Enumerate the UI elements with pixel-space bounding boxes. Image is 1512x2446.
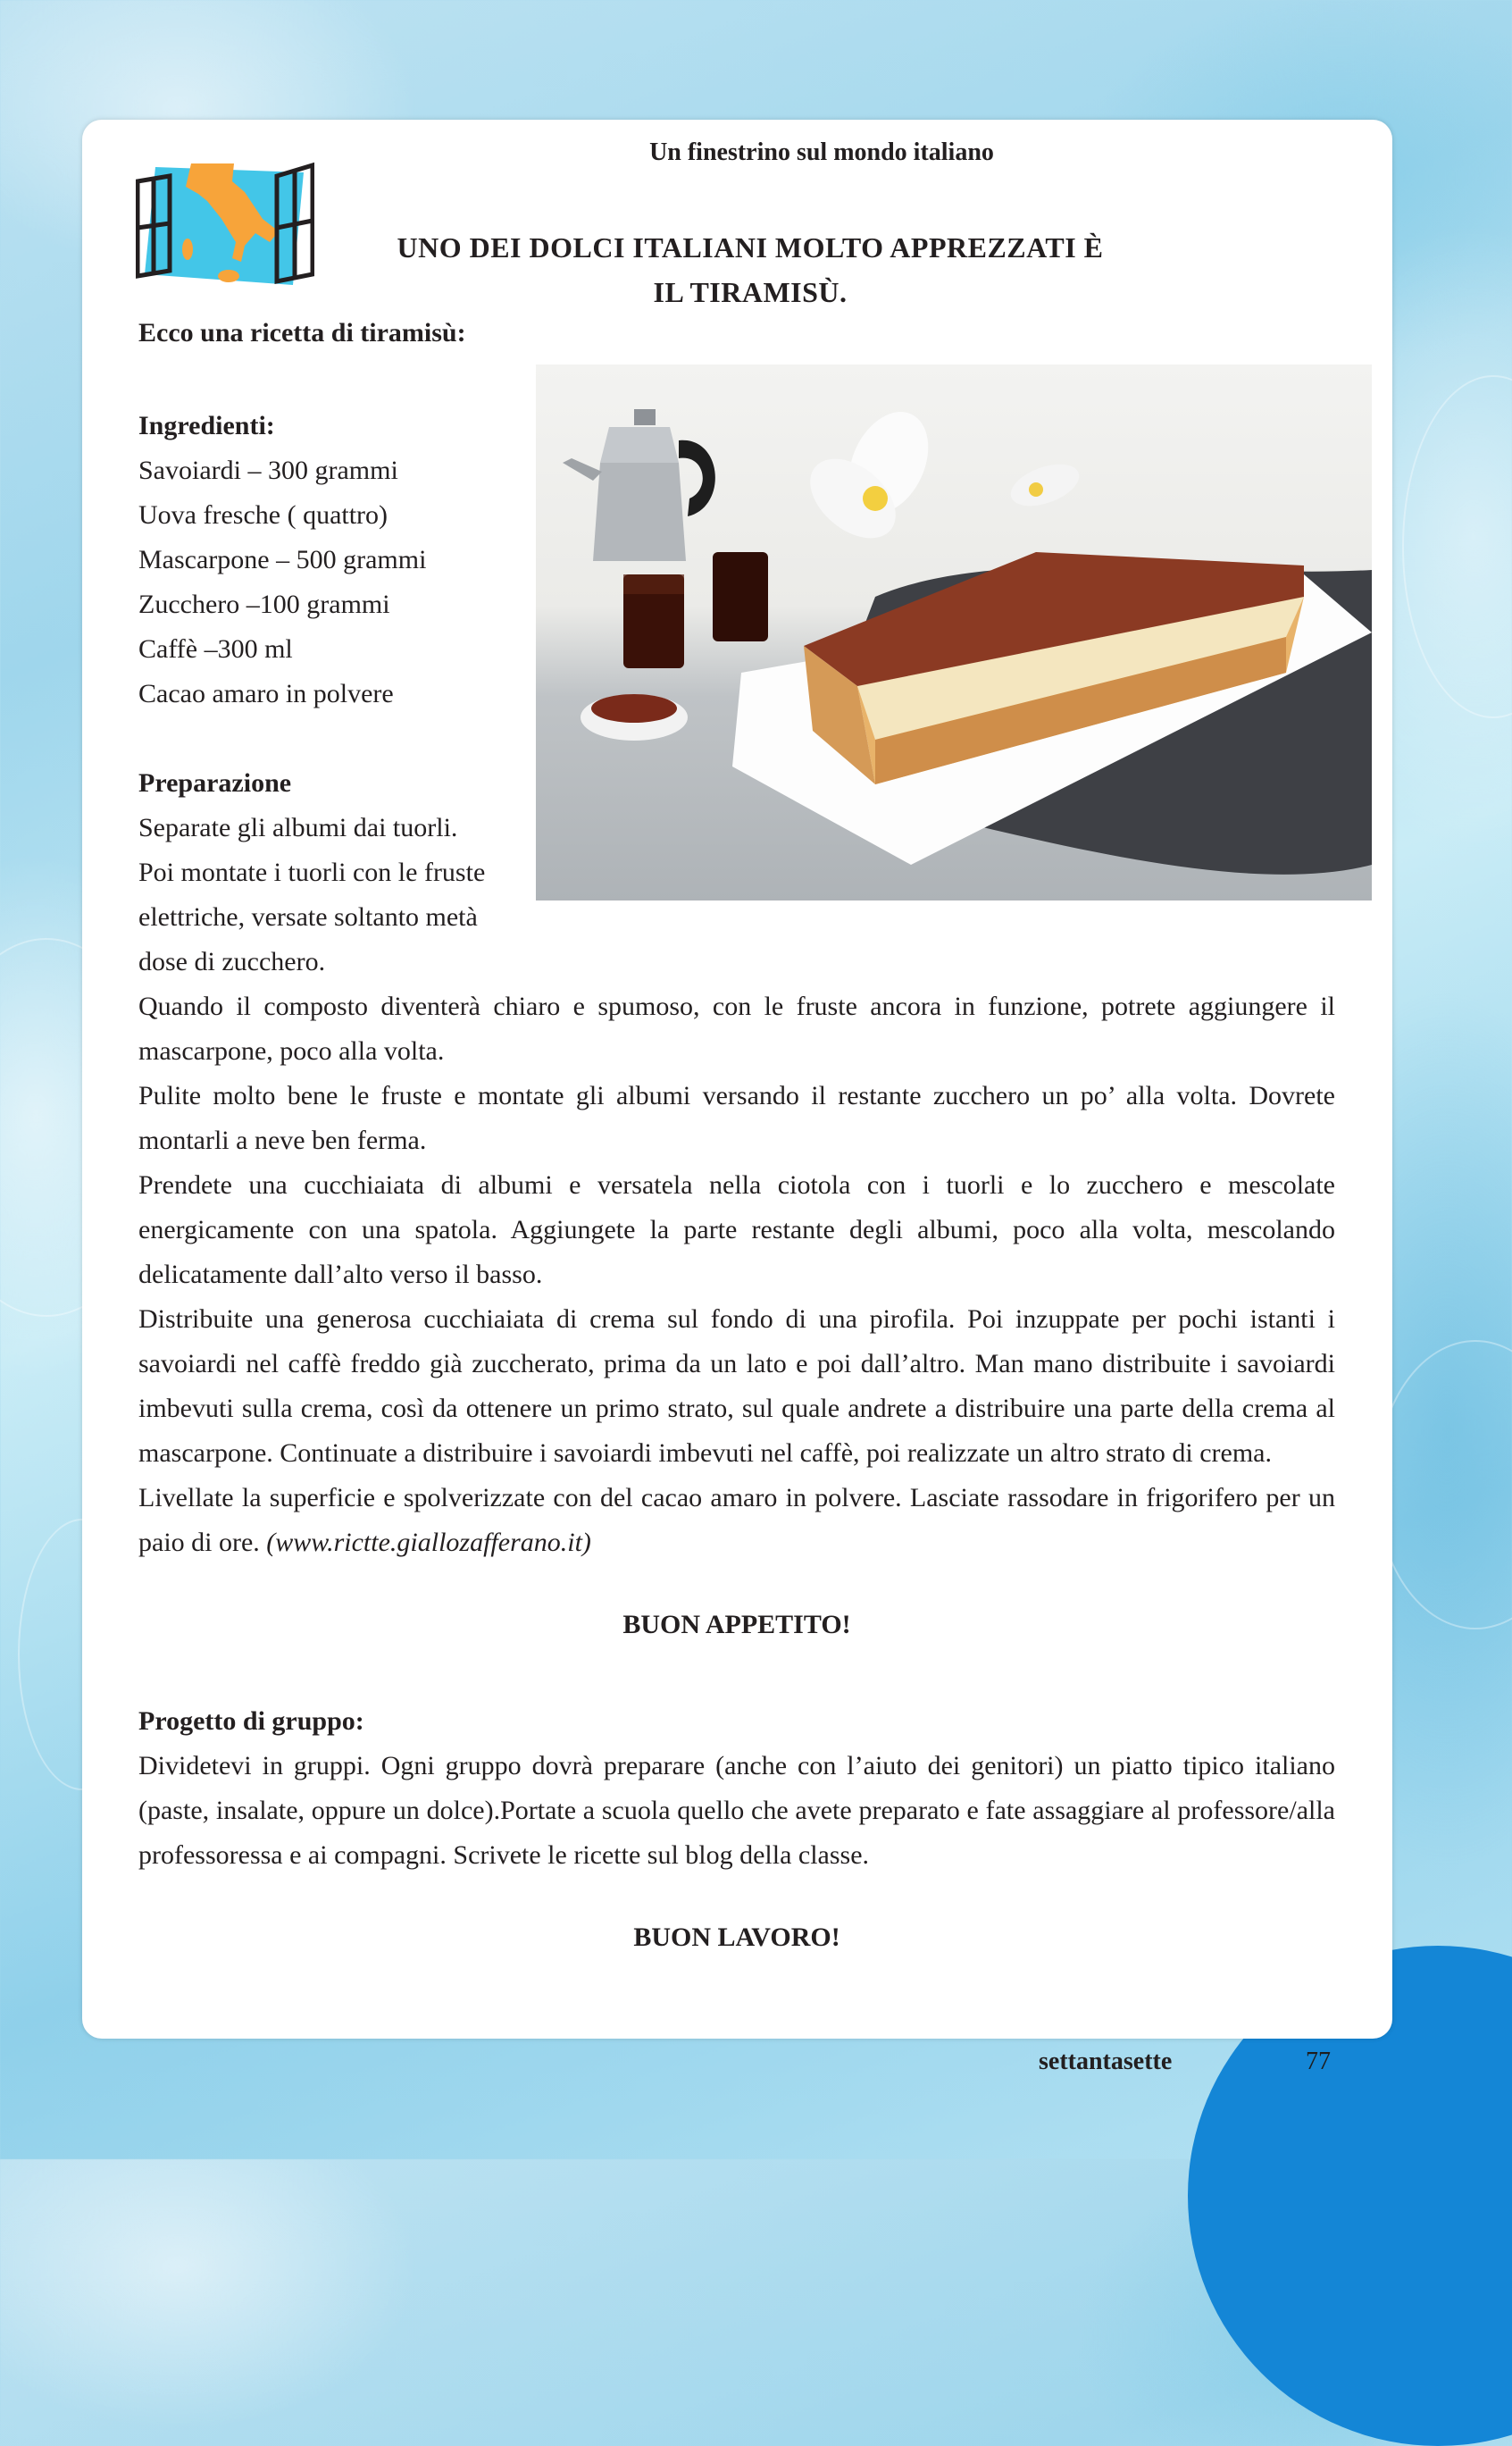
preparation-line: dose di zucchero.: [138, 947, 326, 976]
background-swirl: [1402, 375, 1512, 718]
headline: [339, 225, 1161, 314]
preparation-paragraph-last: [138, 1476, 1335, 1565]
project-heading: Progetto di gruppo:: [138, 1706, 364, 1736]
ingredient-item: Zucchero –100 grammi: [138, 590, 390, 619]
preparation-line: Separate gli albumi dai tuorli.: [138, 813, 458, 842]
ingredients-heading: Ingredienti:: [138, 411, 275, 440]
background-swirl: [1375, 1340, 1512, 1629]
preparation-line: Poi montate i tuorli con le fruste: [138, 858, 486, 887]
preparation-steps: [138, 984, 1335, 1565]
closing-message: BUON APPETITO!: [622, 1610, 851, 1639]
final-message: BUON LAVORO!: [633, 1922, 840, 1952]
ingredient-item: Caffè –300 ml: [138, 634, 293, 664]
preparation-paragraph: Distribuite una generosa cucchiaiata di crema sul fondo di una pirofila. Poi inzuppate per pochi istanti i savoiardi nel caffè freddo già zuccherato, prima da un lato e poi dall’altro. Man mano distribuite i savoiardi imbevuti sulla crema, così da ottenere un primo strato, sul quale andrete a distribuire una parte della crema al mascarpone. Continuate a distribuire i savoiardi imbevuti nel caffè, poi realizzate un altro strato di crema.: [138, 1304, 1335, 1468]
preparation-last-text: Livellate la superficie e spolverizzate con del cacao amaro in polvere. Lasciate rassodare in frigorifero per un paio di ore.: [138, 1483, 1335, 1557]
recipe-intro: Ecco una ricetta di tiramisù:: [138, 318, 466, 348]
page-word: settantasette: [1039, 2048, 1173, 2075]
preparation-intro: [138, 761, 485, 984]
project-block: [138, 1699, 1335, 1878]
preparation-paragraph: Prendete una cucchiaiata di albumi e versatela nella ciotola con i tuorli e lo zucchero e mescolate energicamente con una spatola. Aggiungete la parte restante degli albumi, poco alla volta, mescolando delicatamente dall’alto verso il basso.: [138, 1170, 1335, 1289]
section-title: Un finestrino sul mondo italiano: [649, 138, 994, 166]
project-text: Dividetevi in gruppi. Ogni gruppo dovrà preparare (anche con l’aiuto dei genitori) un piatto tipico italiano (paste, insalate, oppure un dolce).Portate a scuola quello che avete preparato e fate assaggiare al professore/alla professoressa e ai compagni. Scrivete le ricette sul blog della classe.: [138, 1751, 1335, 1870]
tiramisu-photo: [536, 364, 1372, 900]
ingredient-item: Savoiardi – 300 grammi: [138, 456, 398, 485]
headline-line-1: UNO DEI DOLCI ITALIANI MOLTO APPREZZATI È: [397, 231, 1104, 264]
ingredient-item: Mascarpone – 500 grammi: [138, 545, 427, 574]
preparation-heading: Preparazione: [138, 768, 292, 798]
ingredient-item: Cacao amaro in polvere: [138, 679, 394, 708]
preparation-line: elettriche, versate soltanto metà: [138, 902, 478, 932]
recipe-source: (www.rictte.giallozafferano.it): [266, 1528, 591, 1557]
preparation-paragraph: Quando il composto diventerà chiaro e spumoso, con le fruste ancora in funzione, potrete aggiungere il mascarpone, poco alla volta.: [138, 992, 1335, 1066]
page-number: 77: [1306, 2048, 1331, 2075]
ingredients-block: [138, 404, 426, 716]
preparation-paragraph: Pulite molto bene le fruste e montate gli albumi versando il restante zucchero un po’ alla volta. Dovrete montarli a neve ben ferma.: [138, 1081, 1335, 1155]
ingredient-item: Uova fresche ( quattro): [138, 500, 388, 530]
headline-line-2: IL TIRAMISÙ.: [653, 276, 848, 308]
window-italy-icon: [136, 156, 314, 290]
